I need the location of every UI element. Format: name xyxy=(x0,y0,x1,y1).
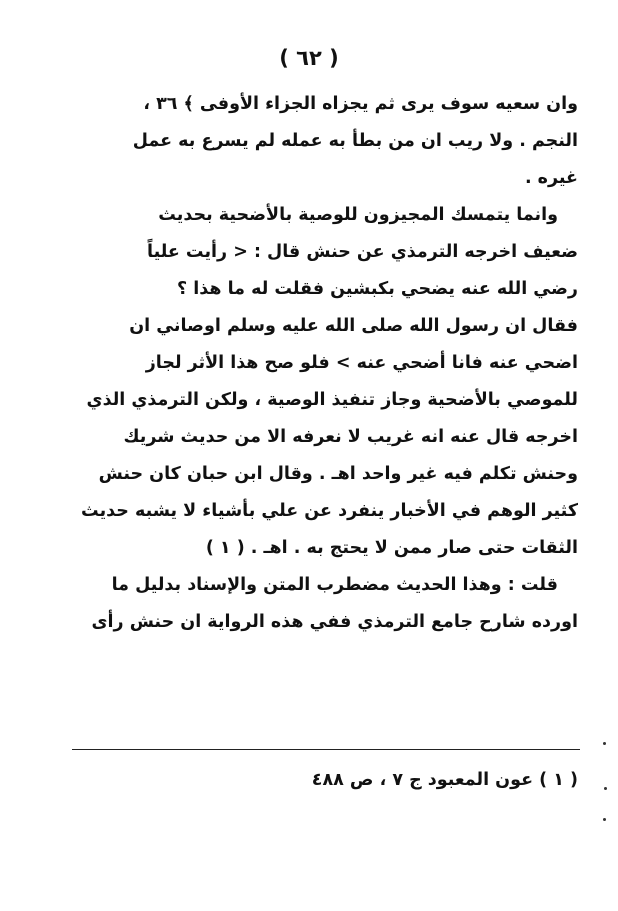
body-text xyxy=(48,86,578,641)
text-line: وان سعيه سوف يرى ثم يجزاه الجزاء الأوفى ﴾ ٣٦ ، xyxy=(143,94,578,114)
scan-speck xyxy=(603,742,606,745)
text-line: اخرجه قال عنه انه غريب لا نعرفه الا من حديث شريك xyxy=(123,427,578,447)
text-line: النجم . ولا ريب ان من بطأ به عمله لم يسرع به عمل xyxy=(132,131,578,151)
page-number: ( ٦٢ ) xyxy=(279,46,339,70)
text-line: الثقات حتى صار ممن لا يحتج به . اهـ . ( ١ ) xyxy=(205,538,578,558)
text-line: وانما يتمسك المجيزون للوصية بالأضحية بحديث xyxy=(158,205,558,225)
text-line: رضي الله عنه يضحي بكبشين فقلت له ما هذا ؟ xyxy=(177,279,578,299)
text-line: فقال ان رسول الله صلى الله عليه وسلم اوصاني ان xyxy=(129,316,578,336)
scan-speck xyxy=(603,818,606,821)
text-line: وحنش تكلم فيه غير واحد اهـ . وقال ابن حبان كان حنش xyxy=(98,464,578,484)
text-line: اورده شارح جامع الترمذي ففي هذه الرواية ان حنش رأى xyxy=(91,612,578,632)
scan-speck xyxy=(604,787,607,790)
text-line: اضحي عنه فانا أضحي عنه > فلو صح هذا الأثر لجاز xyxy=(145,353,578,373)
text-line: ضعيف اخرجه الترمذي عن حنش قال : < رأيت علياً xyxy=(147,242,578,262)
text-line: غيره . xyxy=(524,168,578,188)
text-line: كثير الوهم في الأخبار ينفرد عن علي بأشياء لا يشبه حديث xyxy=(81,501,578,521)
footnote-divider xyxy=(72,749,580,750)
text-line: للموصي بالأضحية وجاز تنفيذ الوصية ، ولكن الترمذي الذي xyxy=(86,390,578,410)
text-line: قلت : وهذا الحديث مضطرب المتن والإسناد بدليل ما xyxy=(111,575,558,595)
footnote: ( ١ ) عون المعبود ج ٧ ، ص ٤٨٨ xyxy=(311,770,578,790)
